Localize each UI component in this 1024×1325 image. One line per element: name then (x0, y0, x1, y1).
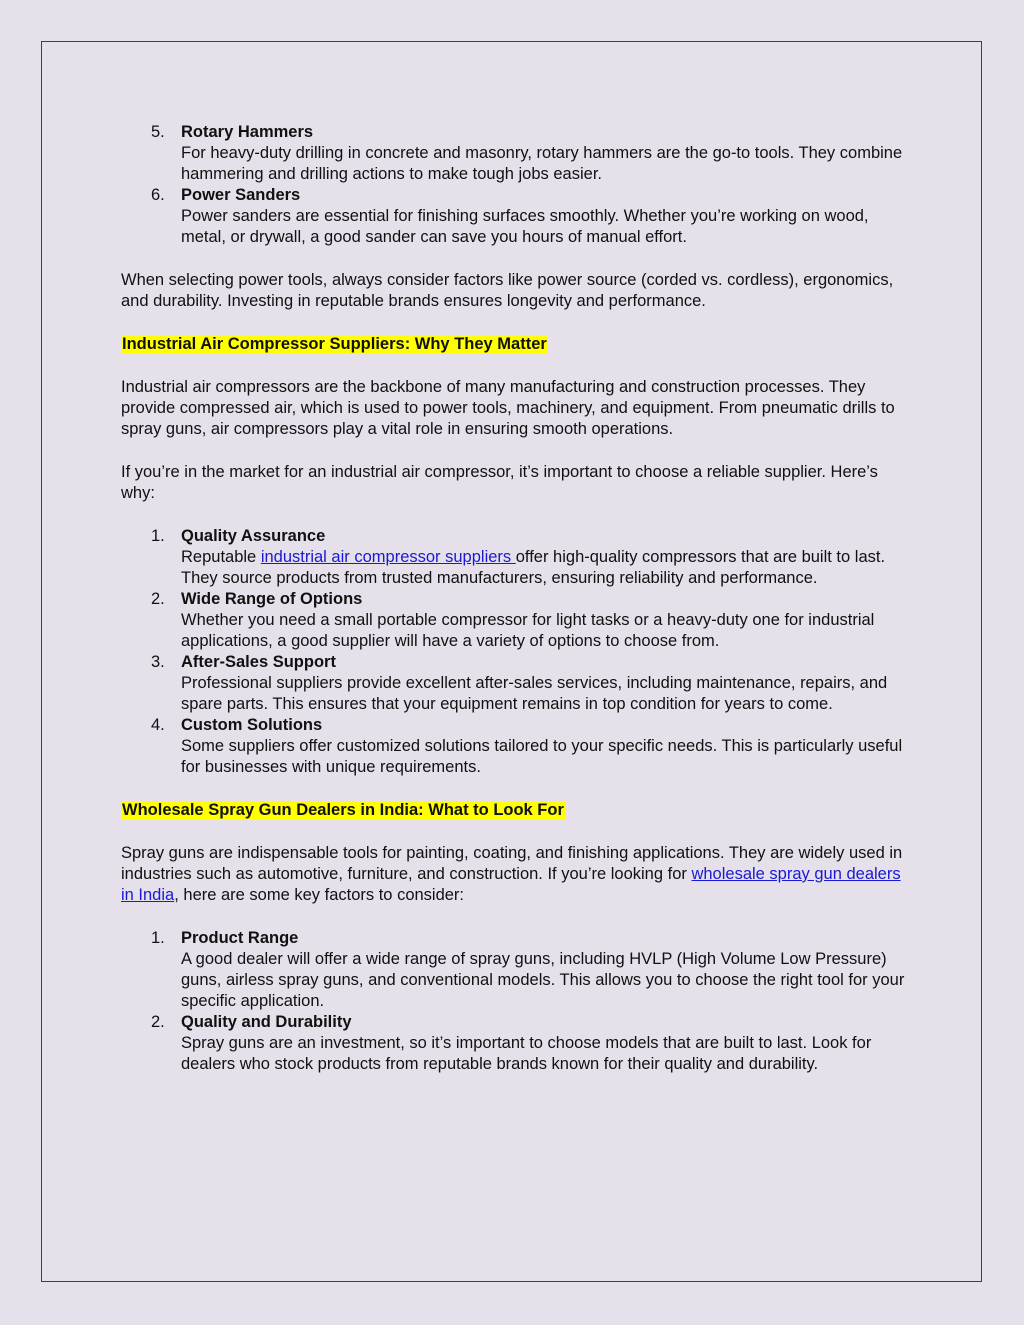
list-item (121, 526, 911, 589)
power-tools-paragraph: When selecting power tools, always consider factors like power source (corded vs. cordless), ergonomics, and durability. Investing in reputable brands ensures longevity and performance. (121, 271, 894, 310)
list-item-title: Quality and Durability (181, 1013, 352, 1031)
body-text: Spray guns are indispensable tools for painting, coating, and finishing applications. They are widely used in industries such as automotive, furniture, and construction. If you’re looking for (121, 844, 903, 883)
list-item-title: Rotary Hammers (181, 123, 314, 141)
compressor-supplier-list (121, 526, 911, 778)
page-content (121, 122, 911, 1075)
list-number: 2. (151, 1013, 165, 1031)
list-number: 1. (151, 527, 165, 545)
list-item-body: Whether you need a small portable compressor for light tasks or a heavy-duty one for industrial applications, a good supplier will have a variety of options to choose from. (181, 611, 875, 650)
body-text: Reputable (181, 548, 261, 566)
list-item-title: Quality Assurance (181, 527, 326, 545)
spray-gun-dealers-link[interactable]: wholesale spray gun dealers in India (121, 865, 901, 904)
list-item-title: Power Sanders (181, 186, 301, 204)
list-item-body: For heavy-duty drilling in concrete and masonry, rotary hammers are the go-to tools. They combine hammering and drilling actions to make tough jobs easier. (181, 144, 903, 183)
list-item (121, 928, 911, 1012)
list-item (121, 715, 911, 778)
list-item (121, 1012, 911, 1075)
body-text: , here are some key factors to consider: (174, 886, 465, 904)
list-item (121, 652, 911, 715)
list-number: 4. (151, 716, 165, 734)
list-item-body: Spray guns are an investment, so it’s important to choose models that are built to last. Look for dealers who stock products from reputable brands known for their quality and durability. (181, 1034, 872, 1073)
section-heading-spray-gun: Wholesale Spray Gun Dealers in India: What to Look For (122, 801, 564, 819)
list-number: 2. (151, 590, 165, 608)
list-item (121, 122, 911, 185)
spray-gun-paragraph (121, 843, 911, 906)
list-item-title: After-Sales Support (181, 653, 336, 671)
document-page (41, 41, 982, 1282)
list-item-body: A good dealer will offer a wide range of spray guns, including HVLP (High Volume Low Pressure) guns, airless spray guns, and conventional models. This allows you to choose the right tool for your specific application. (181, 950, 905, 1010)
list-item-body: Some suppliers offer customized solutions tailored to your specific needs. This is particularly useful for businesses with unique requirements. (181, 737, 903, 776)
compressor-paragraph-2: If you’re in the market for an industrial air compressor, it’s important to choose a reliable supplier. Here’s why: (121, 463, 878, 502)
list-number: 3. (151, 653, 165, 671)
compressor-paragraph-1: Industrial air compressors are the backbone of many manufacturing and construction processes. They provide compressed air, which is used to power tools, machinery, and equipment. From pneumatic drills to spray guns, air compressors play a vital role in ensuring smooth operations. (121, 378, 895, 438)
list-item-body (181, 548, 885, 587)
spray-gun-dealer-list (121, 928, 911, 1075)
list-item (121, 589, 911, 652)
list-number: 5. (151, 123, 165, 141)
body-text: offer high-quality compressors that are built to last. They source products from trusted manufacturers, ensuring reliability and performance. (181, 548, 886, 587)
list-item-title: Custom Solutions (181, 716, 323, 734)
section-heading-compressor: Industrial Air Compressor Suppliers: Why They Matter (122, 335, 547, 353)
list-number: 1. (151, 929, 165, 947)
list-item-title: Wide Range of Options (181, 590, 363, 608)
list-number: 6. (151, 186, 165, 204)
list-item-body: Professional suppliers provide excellent after-sales services, including maintenance, repairs, and spare parts. This ensures that your equipment remains in top condition for years to come. (181, 674, 888, 713)
list-item (121, 185, 911, 248)
list-item-title: Product Range (181, 929, 299, 947)
list-item-body: Power sanders are essential for finishing surfaces smoothly. Whether you’re working on wood, metal, or drywall, a good sander can save you hours of manual effort. (181, 207, 869, 246)
compressor-suppliers-link[interactable]: industrial air compressor suppliers (260, 548, 516, 566)
power-tools-list (121, 122, 911, 248)
